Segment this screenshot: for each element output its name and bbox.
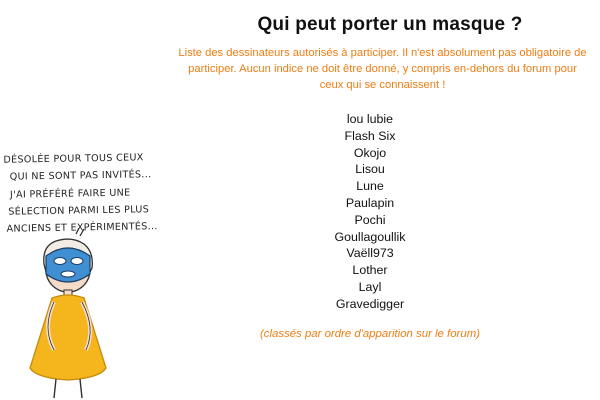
participant-name: Paulapin xyxy=(345,195,395,210)
participant-name: lou lubie xyxy=(346,112,394,126)
participant-name: Lother xyxy=(352,263,388,278)
participant-name: Flash Six xyxy=(344,128,396,143)
dress xyxy=(30,295,106,380)
mask-eye-left xyxy=(54,258,66,265)
leg-right xyxy=(80,379,82,398)
mask-mouth xyxy=(61,271,75,277)
leg-left xyxy=(54,379,56,398)
order-footnote: (classés par ordre d'apparition sur le forum) xyxy=(260,328,480,340)
speech-line: J'AI PRÉFÉRÉ FAIRE UNE xyxy=(9,187,131,201)
character-illustration xyxy=(10,228,130,400)
page-title: Qui peut porter un masque ? xyxy=(257,14,523,35)
speech-tail xyxy=(80,229,84,236)
speech-bubble-text xyxy=(3,148,204,238)
speech-tail xyxy=(76,228,80,234)
participant-name: Okojo xyxy=(353,145,387,160)
participant-name: Lisou xyxy=(355,162,385,177)
participant-name: Vaëll973 xyxy=(346,246,394,261)
speech-line: ANCIENS ET EXPÉRIMENTÉS... xyxy=(6,221,158,235)
mask-eye-right xyxy=(71,258,83,265)
participant-name: Layl xyxy=(358,279,382,294)
speech-line: QUI NE SONT PAS INVITÉS... xyxy=(9,169,152,183)
participant-list xyxy=(270,111,470,313)
speech-line: SÉLECTION PARMI LES PLUS xyxy=(8,204,150,218)
intro-text: Liste des dessinateurs autorisés à participer. Il n'est absolument pas obligatoire de participer. Aucun indice ne doit être donné, y compris en-dehors du forum pour ceux qui se connaissent ! xyxy=(178,47,587,91)
participant-name: Lune xyxy=(356,179,384,194)
participant-name: Goullagoullik xyxy=(334,229,406,244)
speech-line: DÉSOLÉE POUR TOUS CEUX xyxy=(3,152,144,166)
participant-name: Pochi xyxy=(354,212,386,227)
participant-name: Gravedigger xyxy=(335,296,405,311)
